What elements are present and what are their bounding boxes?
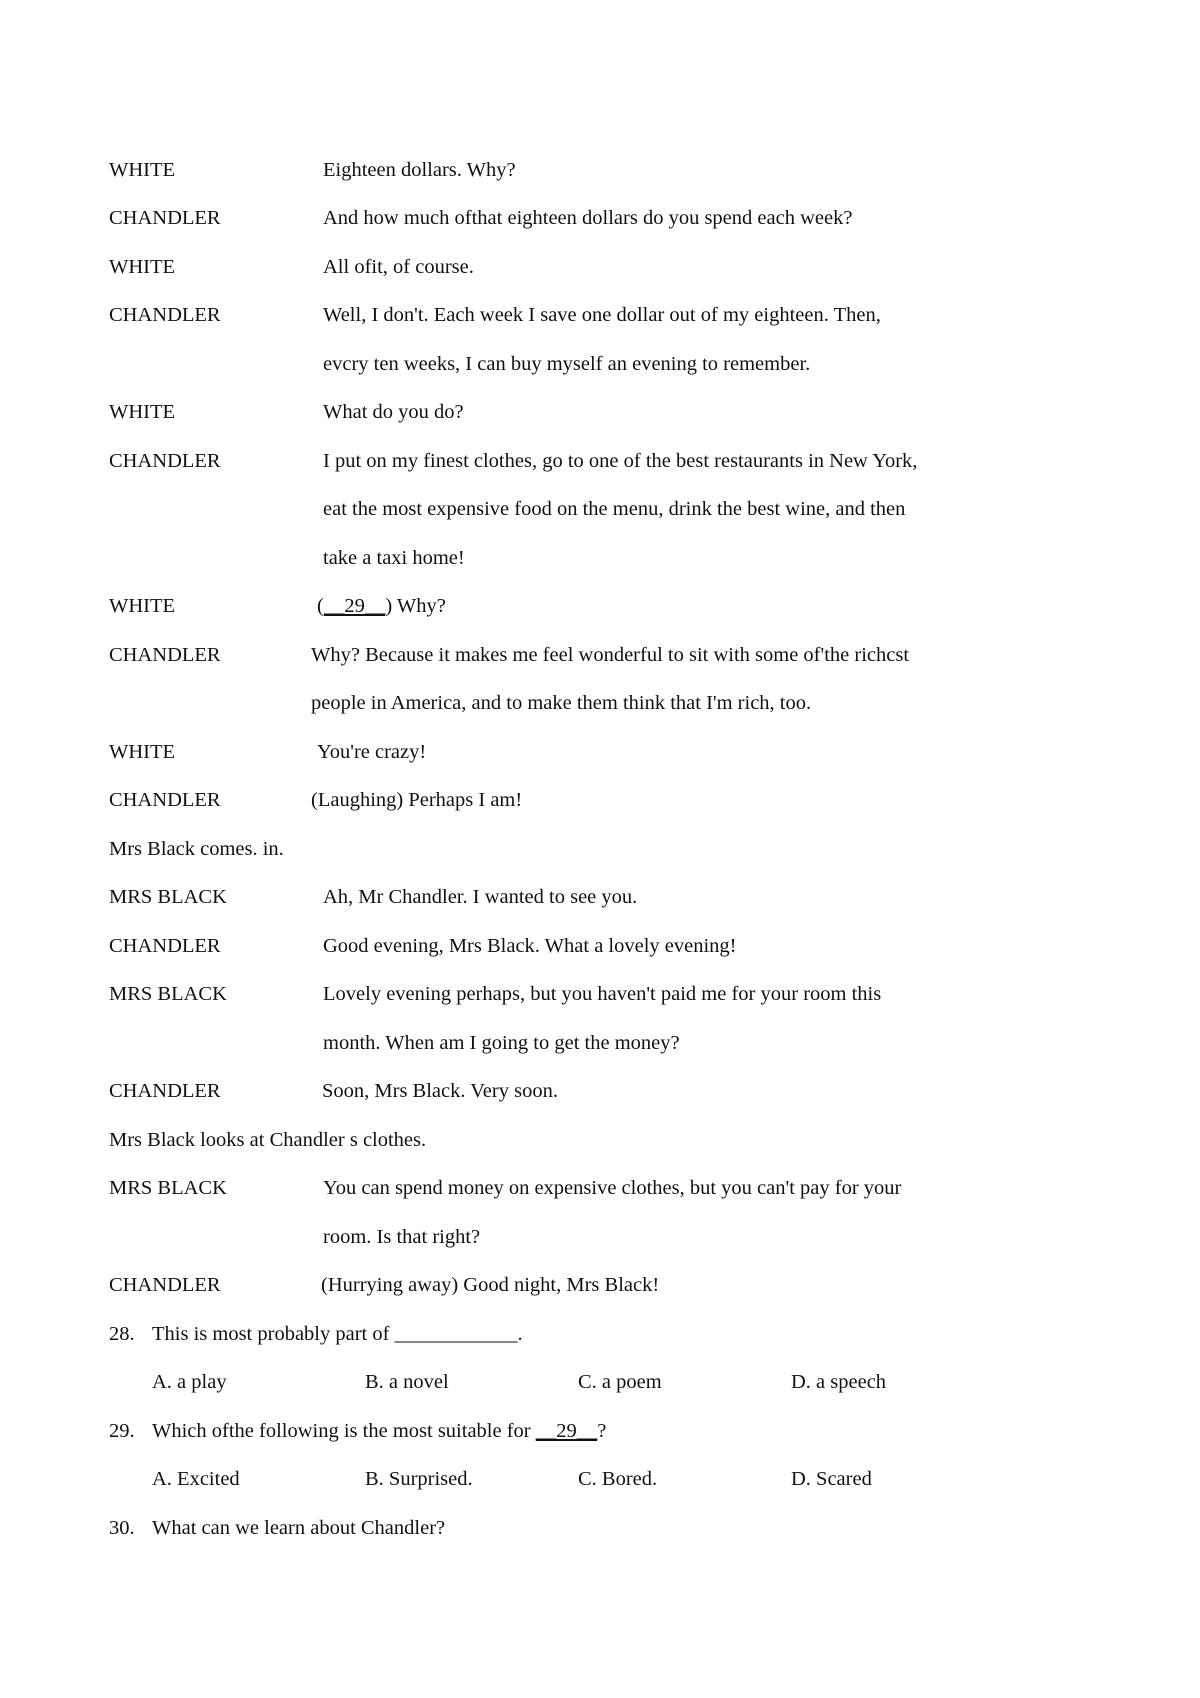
question-number: 28. — [109, 1323, 135, 1345]
dialogue-text: All ofit, of course. — [323, 256, 474, 278]
speaker-name: MRS BLACK — [109, 983, 227, 1005]
dialogue-text: And how much ofthat eighteen dollars do you spend each week? — [323, 207, 853, 229]
speaker-name: CHANDLER — [109, 644, 221, 666]
dialogue-text-rest: ) Why? — [385, 595, 446, 617]
dialogue-text: eat the most expensive food on the menu, drink the best wine, and then — [323, 498, 906, 520]
dialogue-text: take a taxi home! — [323, 547, 465, 569]
question-number: 30. — [109, 1517, 135, 1539]
option-c[interactable]: C. Bored. — [578, 1468, 658, 1490]
speaker-name: WHITE — [109, 256, 176, 278]
speaker-name: WHITE — [109, 595, 176, 617]
option-d[interactable]: D. a speech — [791, 1371, 887, 1393]
dialogue-text: What do you do? — [323, 401, 464, 423]
dialogue-text: You're crazy! — [317, 741, 427, 763]
stage-direction-text: Mrs Black comes. in. — [109, 838, 284, 860]
question-text — [152, 1421, 606, 1442]
dialogue-text — [317, 596, 446, 617]
question-text: What can we learn about Chandler? — [152, 1517, 446, 1539]
dialogue-text: Good evening, Mrs Black. What a lovely evening! — [323, 935, 737, 957]
dialogue-text: Eighteen dollars. Why? — [323, 159, 516, 181]
speaker-name: CHANDLER — [109, 1274, 221, 1296]
question-text-post: ? — [597, 1420, 607, 1442]
paren-open: ( — [317, 595, 324, 617]
speaker-name: WHITE — [109, 741, 176, 763]
dialogue-text: month. When am I going to get the money? — [323, 1032, 680, 1054]
option-d[interactable]: D. Scared — [791, 1468, 872, 1490]
speaker-name: CHANDLER — [109, 1080, 221, 1102]
speaker-name: MRS BLACK — [109, 886, 227, 908]
dialogue-text: (Laughing) Perhaps I am! — [311, 789, 523, 811]
dialogue-text: Ah, Mr Chandler. I wanted to see you. — [323, 886, 638, 908]
question-text-pre: Which ofthe following is the most suitable for — [152, 1420, 536, 1442]
blank-29: __29__ — [323, 595, 386, 617]
speaker-name: WHITE — [109, 159, 176, 181]
question-text: This is most probably part of ____________. — [152, 1323, 523, 1345]
dialogue-text: (Hurrying away) Good night, Mrs Black! — [321, 1274, 660, 1296]
dialogue-text: Lovely evening perhaps, but you haven't paid me for your room this — [323, 983, 882, 1005]
speaker-name: CHANDLER — [109, 207, 221, 229]
speaker-name: CHANDLER — [109, 789, 221, 811]
speaker-name: CHANDLER — [109, 304, 221, 326]
dialogue-text: room. Is that right? — [323, 1226, 481, 1248]
dialogue-text: evcry ten weeks, I can buy myself an evening to remember. — [323, 353, 811, 375]
question-number: 29. — [109, 1420, 135, 1442]
option-c[interactable]: C. a poem — [578, 1371, 662, 1393]
blank-29: __29__ — [535, 1420, 598, 1442]
dialogue-text: Soon, Mrs Black. Very soon. — [322, 1080, 558, 1102]
dialogue-text: You can spend money on expensive clothes, but you can't pay for your — [323, 1177, 902, 1199]
option-a[interactable]: A. a play — [152, 1371, 227, 1393]
dialogue-text: Why? Because it makes me feel wonderful to sit with some of'the richcst — [311, 644, 910, 666]
speaker-name: CHANDLER — [109, 450, 221, 472]
option-a[interactable]: A. Excited — [152, 1468, 240, 1490]
option-b[interactable]: B. Surprised. — [365, 1468, 473, 1490]
speaker-name: WHITE — [109, 401, 176, 423]
option-b[interactable]: B. a novel — [365, 1371, 449, 1393]
dialogue-text: I put on my finest clothes, go to one of the best restaurants in New York, — [323, 450, 918, 472]
speaker-name: MRS BLACK — [109, 1177, 227, 1199]
stage-direction-text: Mrs Black looks at Chandler s clothes. — [109, 1129, 427, 1151]
speaker-name: CHANDLER — [109, 935, 221, 957]
dialogue-text: people in America, and to make them think that I'm rich, too. — [311, 692, 812, 714]
dialogue-text: Well, I don't. Each week I save one dollar out of my eighteen. Then, — [323, 304, 881, 326]
